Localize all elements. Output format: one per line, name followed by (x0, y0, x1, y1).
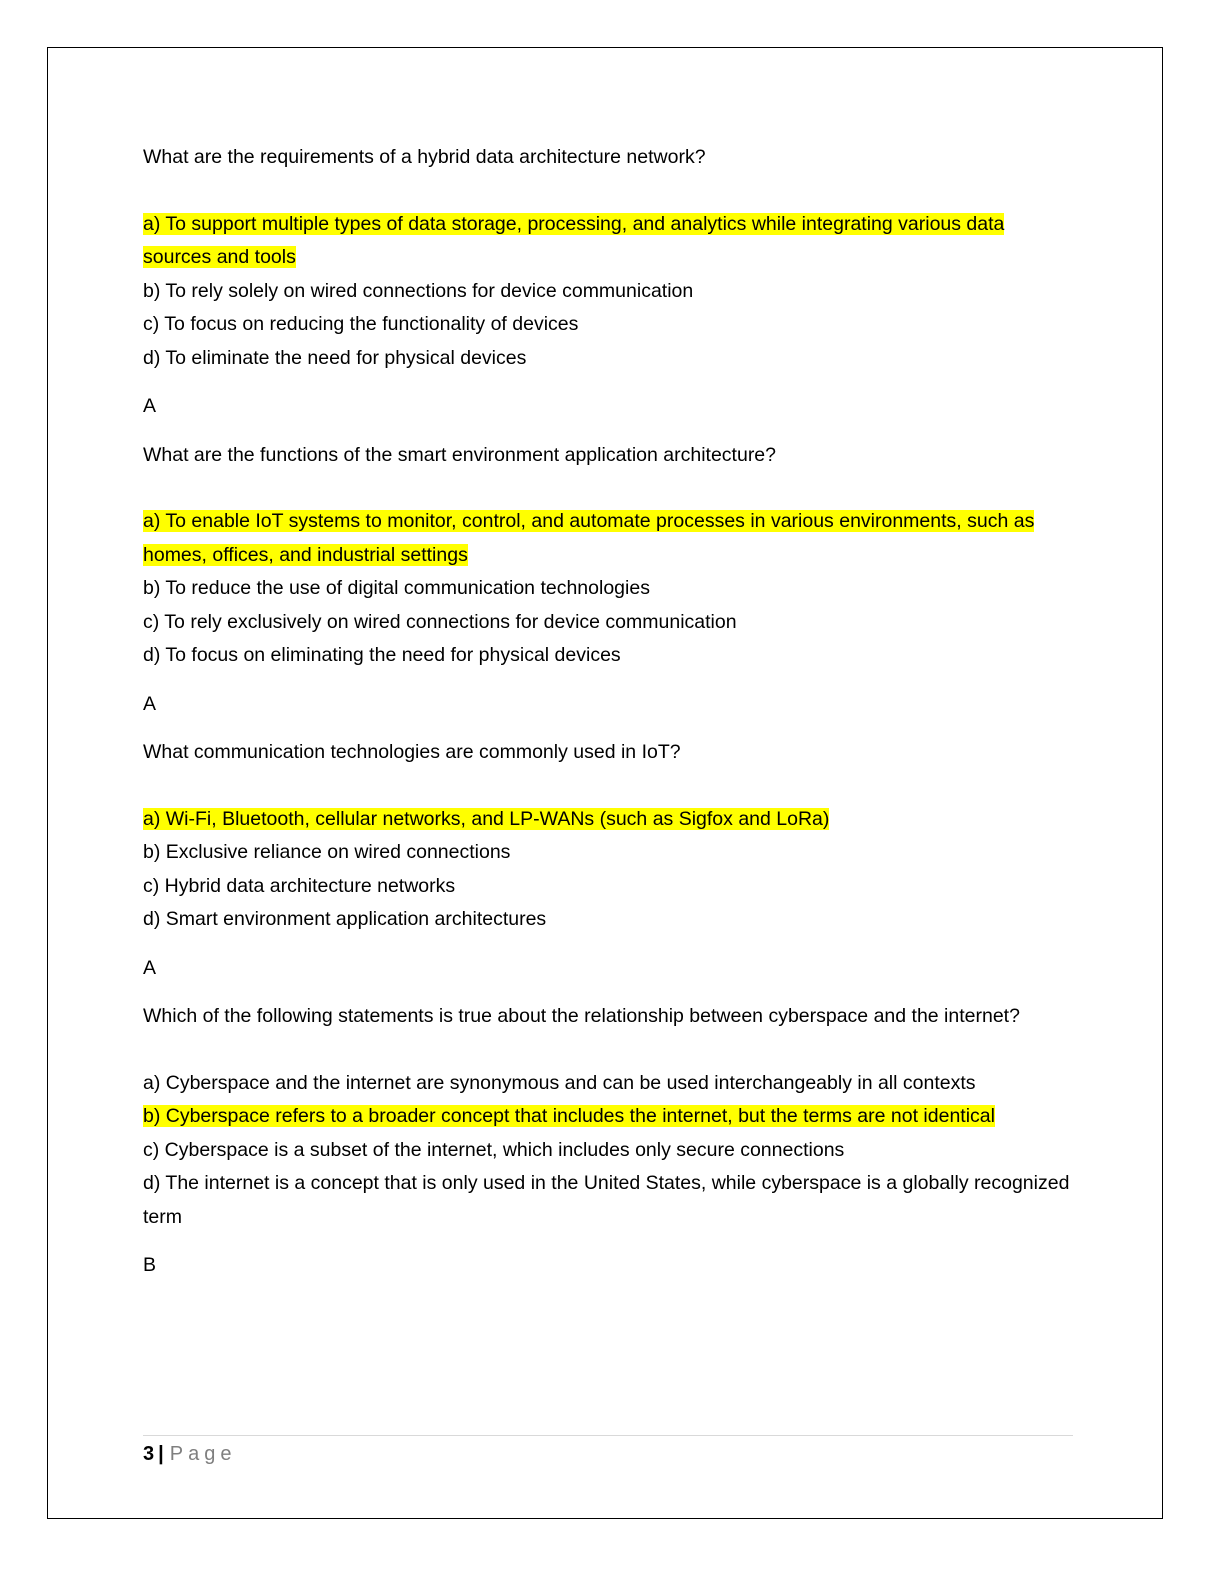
option-d: d) To eliminate the need for physical devices (143, 346, 527, 369)
option-b: b) To rely solely on wired connections for device communication (143, 279, 694, 302)
answer-key: B (143, 1254, 157, 1276)
option-a (143, 505, 1073, 572)
option-list (143, 505, 1073, 673)
option-c: c) Cyberspace is a subset of the internet, which includes only secure connections (143, 1138, 845, 1161)
option-b (143, 1100, 1073, 1134)
option-d: d) Smart environment application architectures (143, 908, 547, 930)
highlighted-answer: a) Wi-Fi, Bluetooth, cellular networks, and LP-WANs (such as Sigfox and LoRa) (143, 807, 830, 830)
option-a: a) Cyberspace and the internet are synonymous and can be used interchangeably in all contexts (143, 1071, 976, 1094)
question-text: What communication technologies are commonly used in IoT? (143, 741, 681, 763)
footer-separator: | (158, 1443, 164, 1465)
question-text: What are the requirements of a hybrid data architecture network? (143, 146, 706, 168)
page-number: 3 (143, 1443, 155, 1465)
option-b: b) To reduce the use of digital communication technologies (143, 577, 650, 599)
footer-divider (143, 1435, 1073, 1436)
question-text: What are the functions of the smart environment application architecture? (143, 443, 776, 466)
question-block-2 (143, 439, 1073, 722)
option-c: c) Hybrid data architecture networks (143, 874, 456, 897)
question-block-4 (143, 1000, 1073, 1283)
option-d: d) To focus on eliminating the need for physical devices (143, 644, 621, 666)
highlighted-answer: a) To enable IoT systems to monitor, control, and automate processes in various environments, such as homes, offices, and industrial settings (143, 510, 1035, 566)
option-c: c) To focus on reducing the functionality of devices (143, 313, 579, 335)
option-a (143, 208, 1073, 275)
answer-key: A (143, 395, 157, 417)
document-body (143, 141, 1073, 1298)
highlighted-answer: b) Cyberspace refers to a broader concept that includes the internet, but the terms are not identical (143, 1105, 995, 1127)
option-a (143, 803, 1073, 837)
page-footer (143, 1440, 236, 1468)
answer-key: A (143, 956, 157, 979)
highlighted-answer: a) To support multiple types of data storage, processing, and analytics while integrating various data sources and tools (143, 212, 1005, 268)
option-list (143, 803, 1073, 937)
question-block-3 (143, 736, 1073, 985)
question-text: Which of the following statements is true about the relationship between cyberspace and the internet? (143, 1005, 1020, 1027)
option-c: c) To rely exclusively on wired connections for device communication (143, 610, 737, 633)
option-b: b) Exclusive reliance on wired connections (143, 841, 511, 863)
option-list (143, 208, 1073, 376)
option-d: d) The internet is a concept that is only used in the United States, while cyberspace is a globally recognized term (143, 1172, 1070, 1228)
option-list (143, 1067, 1073, 1235)
question-block-1 (143, 141, 1073, 424)
answer-key: A (143, 692, 157, 715)
page-label: Page (169, 1443, 237, 1465)
